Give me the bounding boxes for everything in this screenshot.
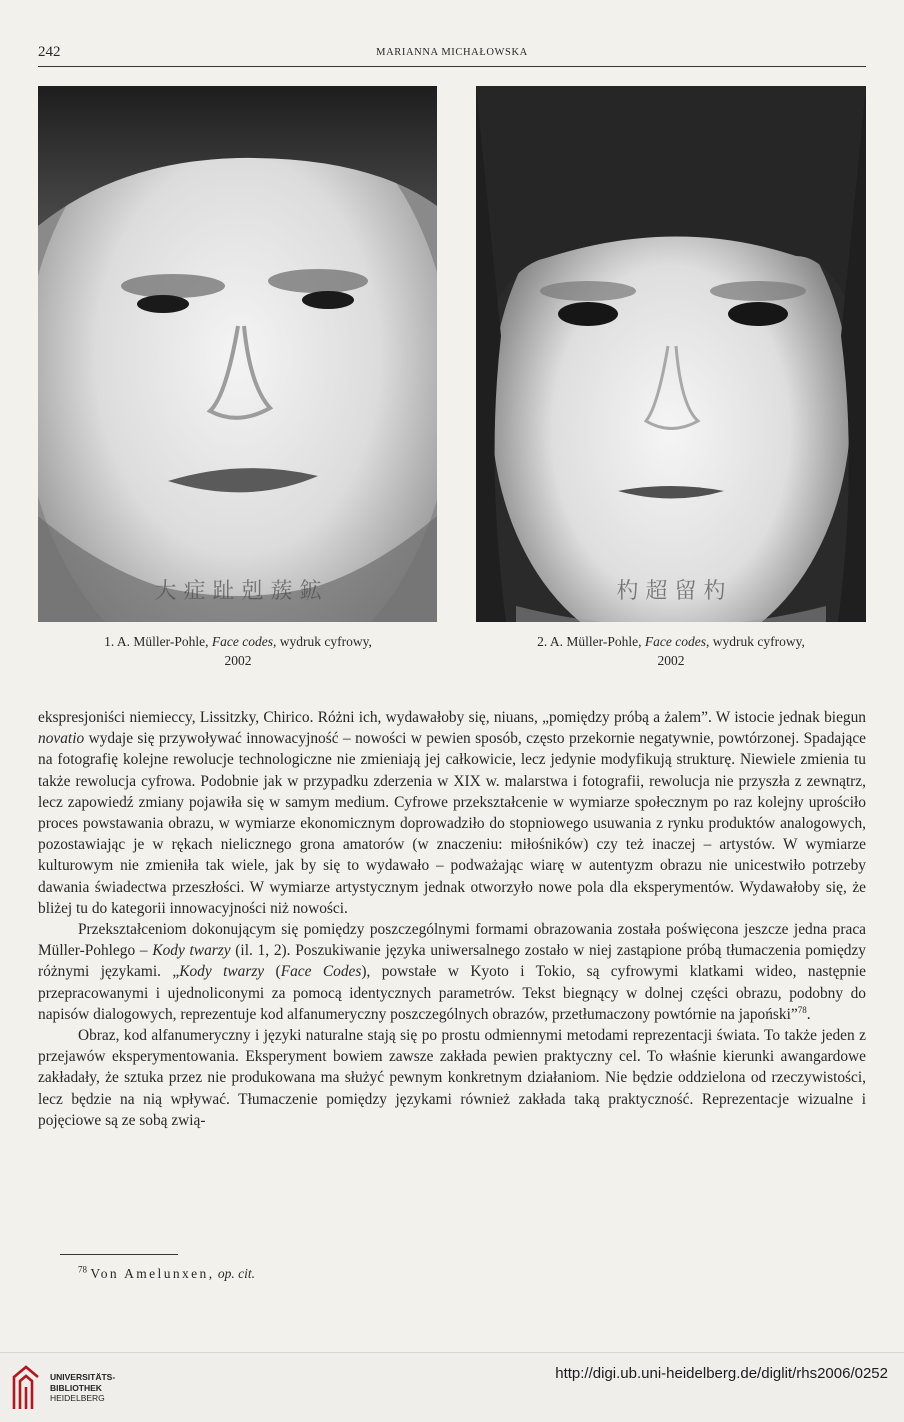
- figure-2-face-image: [476, 86, 866, 622]
- library-name: UNIVERSITÄTS- BIBLIOTHEK HEIDELBERG: [50, 1372, 116, 1403]
- paragraph-1: ekspresjoniści niemieccy, Lissitzky, Chirico. Różni ich, wydawałoby się, niuans, „pomiędzy próbą a żalem”. W istocie jednak biegun novatio wydaje się przywoływać innowacyjność – nowości w pewien sposób, często przekornie negatywnie, powtórzonej. Spadające na fotografię kolejne rewolucje technologiczne nie zmieniają jej całkowicie, lecz jedynie modyfikują strukturę. Niewiele zmienia tu także rewolucja cyfrowa. Podobnie jak w przypadku zderzenia w XIX w. malarstwa i fotografii, rewolucja nie przyszła z zewnątrz, lecz zapowiedź zmiany pojawiła się w samym medium. Cyfrowe przekształcenie w wymiarze społecznym po raz kolejny uprościło proces powstawania obrazu, w wymiarze ekonomicznym doprowadziło do stopniowego usuwania z rynku produktów analogowych, pozostawiając je w rękach nielicznego grona amatorów (w znaczeniu: miłośników) czy też inaczej – artystów. W wymiarze kulturowym nie zmieniła tak wiele, jak by się to wydawało – podważając wiarę w autentyzm obrazu nie unicestwiło potrzeby dawania świadectwa przeszłości. W wymiarze artystycznym jednak otworzyło nowe pola dla eksperymentów. Wydawałoby się, że bliżej tu do kategorii innowacyjności niż nowości.: [38, 709, 866, 917]
- figure-1-photo: [38, 86, 437, 622]
- footnote-author: Von Amelunxen,: [90, 1266, 215, 1281]
- footnote-reference[interactable]: 78: [797, 1004, 807, 1015]
- footnote-ref: op. cit.: [217, 1266, 255, 1281]
- library-footer: [0, 1352, 904, 1422]
- digital-copy-url-link[interactable]: http://digi.ub.uni-heidelberg.de/diglit/rhs2006/0252: [555, 1365, 888, 1382]
- figure-1-caption: [38, 632, 438, 670]
- caption-year: 2002: [657, 653, 685, 668]
- page-number: 242: [38, 44, 61, 60]
- running-head: [38, 44, 866, 67]
- paragraph-2: Przekształceniom dokonującym się pomiędzy poszczególnymi formami obrazowania została poświęcona jeszcze jedna praca Müller-Pohlego – Kody twarzy (il. 1, 2). Poszukiwanie języka uniwersalnego zostało w niej zastąpione próbą tłumaczenia pomiędzy różnymi językami. „Kody twarzy (Face Codes), powstałe w Kyoto i Tokio, są cyfrowymi klatkami wideo, następnie przepracowanymi i ujednoliconymi za pomocą identycznych parametrów. Tekst biegnący w dolnej części obrazu, podobny do napisów dialogowych, reprezentuje kod alfanumeryczny poszczególnych obrazów, przetłumaczony powtórnie na japoński”$^{78}$.: [38, 921, 866, 1023]
- caption-artist: A. Müller-Pohle,: [549, 634, 642, 649]
- caption-number: 1.: [104, 634, 115, 649]
- figure-2-caption: [471, 632, 871, 670]
- caption-medium: , wydruk cyfrowy,: [272, 634, 372, 649]
- paragraph-3: Obraz, kod alfanumeryczny i języki naturalne stają się po prostu odmiennymi metodami reprezentacji świata. To także jeden z przejawów eksperymentowania. Eksperyment bowiem zawsze zakłada pewien praktyczny cel. To właśnie kierunki awangardowe zakładały, że sztuka przez nie produkowana ma służyć pewnym konkretnym działaniom. Nie będzie oddzielona od rzeczywistości, lecz będzie na nią wpływać. Tłumaczenie pomiędzy językami również zakłada taką praktyczność. Reprezentacje wizualne i pojęciowe są ze sobą zwią-: [38, 1027, 866, 1129]
- body-text: [38, 707, 866, 1131]
- footnote-divider: [60, 1254, 178, 1255]
- figure-2-overlay-glyphs: 杓 超 留 杓: [616, 579, 726, 604]
- caption-number: 2.: [537, 634, 548, 649]
- figure-2-photo: [476, 86, 866, 622]
- figure-1-face-image: [38, 86, 437, 622]
- caption-medium: , wydruk cyfrowy,: [705, 634, 805, 649]
- figure-1-overlay-glyphs: 大 症 趾 剋 蔟 鉱: [154, 579, 322, 604]
- caption-year: 2002: [224, 653, 252, 668]
- caption-title: Face codes: [644, 634, 706, 649]
- running-head-author: MARIANNA MICHAŁOWSKA: [376, 47, 528, 58]
- footnote: [78, 1266, 255, 1282]
- caption-title: Face codes: [211, 634, 273, 649]
- caption-artist: A. Müller-Pohle,: [116, 634, 209, 649]
- university-library-logo-icon: [10, 1363, 42, 1413]
- footnote-number: 78: [78, 1264, 87, 1275]
